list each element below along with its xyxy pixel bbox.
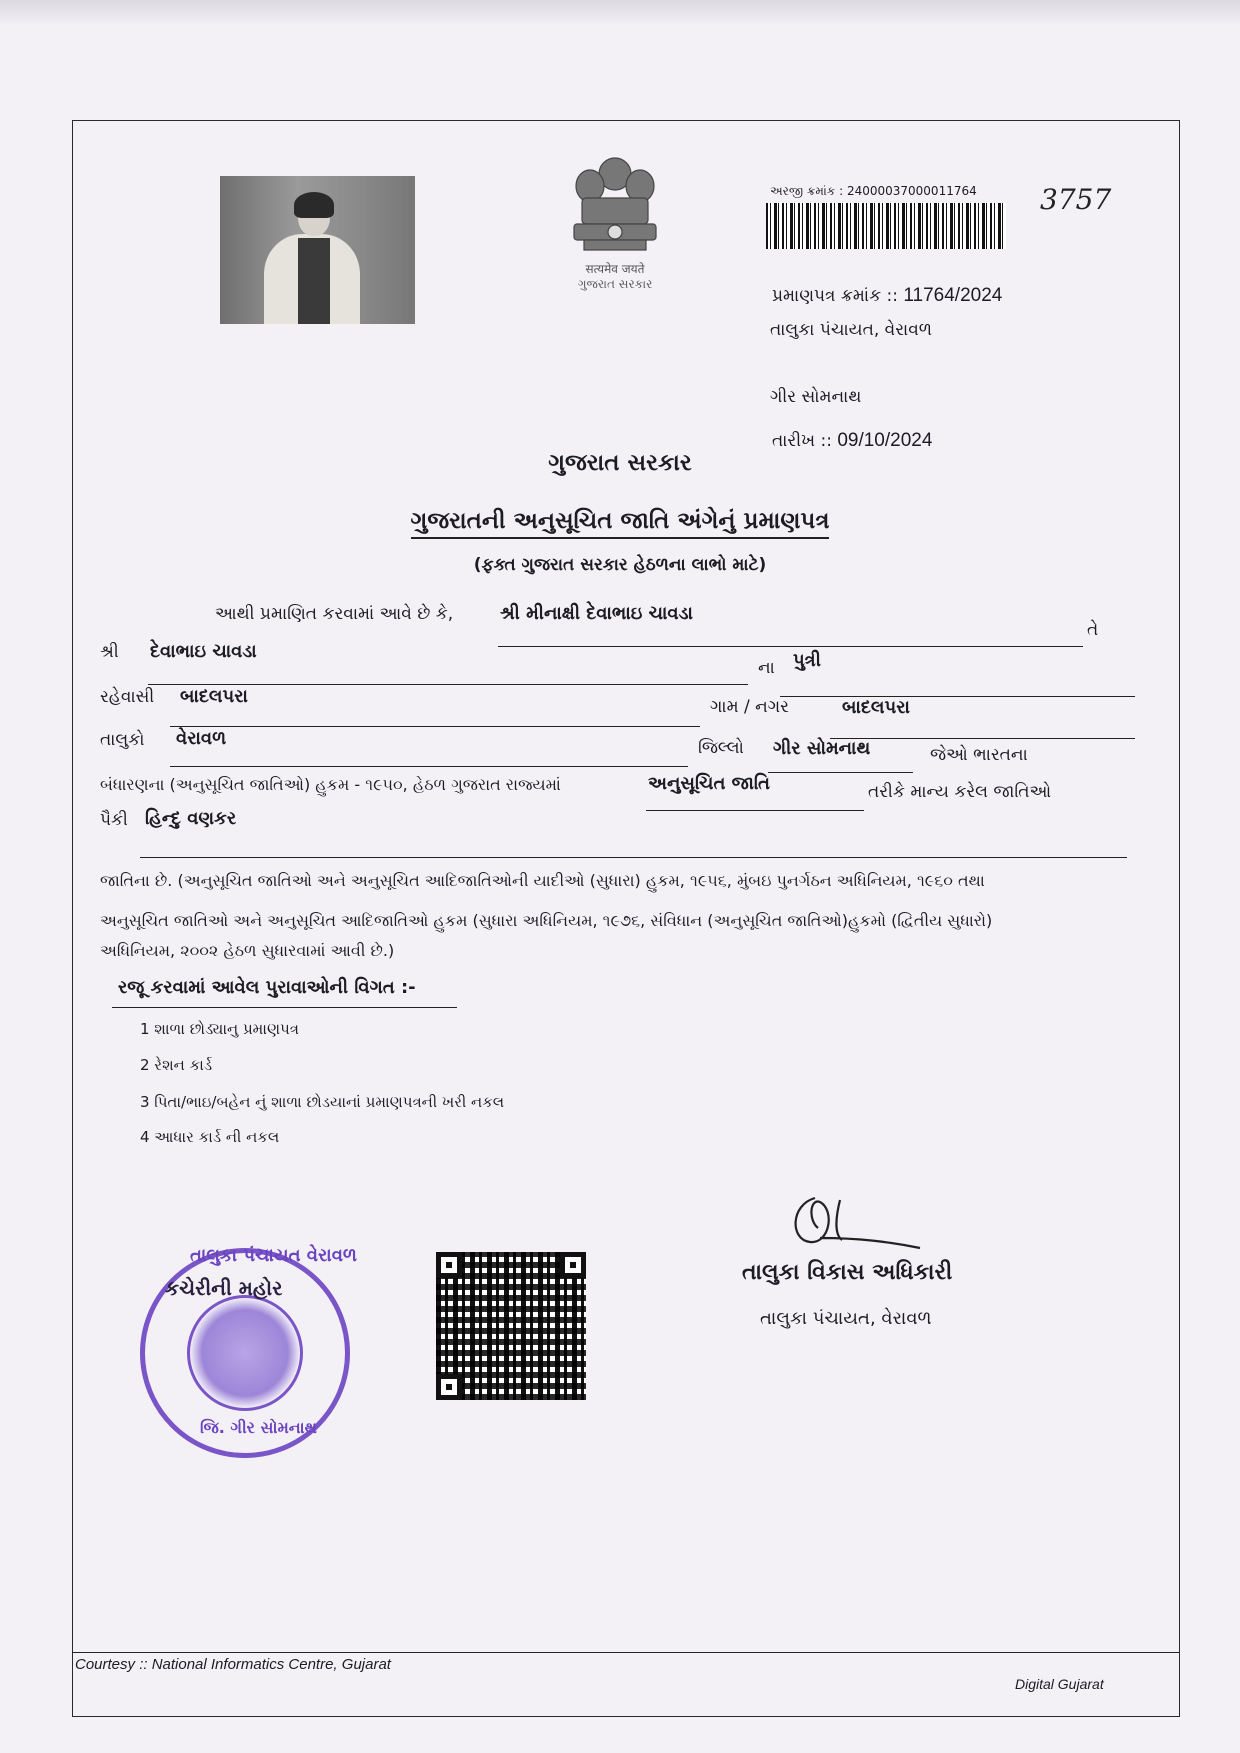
issuing-district: ગીર સોમનાથ: [770, 387, 862, 407]
holder-name: શ્રી મીનાક્ષી દેવાભાઇ ચાવડા: [500, 603, 693, 624]
footer-courtesy: Courtesy :: National Informatics Centre, Gujarat: [75, 1656, 391, 1673]
taluka-label: તાલુકો: [100, 730, 145, 750]
resident-label: રહેવાસી: [100, 687, 155, 707]
footer-divider: [72, 1652, 1179, 1653]
seal-top-text: તાલુકા પંચાયત વેરાવળ: [190, 1245, 357, 1266]
certificate-date: [772, 430, 932, 452]
cert-number-value: 11764/2024: [903, 285, 1003, 306]
recognized-text: તરીકે માન્ય કરેલ જાતિઓ: [868, 782, 1052, 802]
intro-text: આથી પ્રમાણિત કરવામાં આવે છે કે,: [215, 604, 454, 624]
legal-para-1: જાતિના છે. (અનુસૂચિત જાતિઓ અને અનુસૂચિત આદિજાતિઓની યાદીઓ (સુધારા) હુકમ, ૧૯૫૬, મુંબઇ પુનર્ગઠન અધિનિયમ, ૧૯૬૦ તથા: [100, 871, 985, 890]
scan-edge: [0, 0, 1240, 26]
father-line: [148, 684, 748, 685]
legal-para-2: અનુસૂચિત જાતિઓ અને અનુસૂચિત આદિજાતિઓ હુકમ (સુધારા અધિનિયમ, ૧૯૭૬, સંવિધાન (અનુસૂચિત જાતિઓ)હુકમો (દ્વિતીય સુધારો): [100, 911, 993, 930]
officer-signature: [780, 1180, 940, 1260]
category-value: અનુસૂચિત જાતિ: [648, 773, 770, 794]
signatory-title: તાલુકા વિકાસ અધિકારી: [742, 1260, 953, 1285]
caste-value: હિન્દુ વણકર: [145, 808, 237, 829]
signatory-office: તાલુકા પંચાયત, વેરાવળ: [760, 1308, 932, 1329]
emblem-motto: सत्यमेव जयते: [585, 262, 645, 276]
among-label: પૈકી: [100, 810, 128, 830]
category-line: [646, 810, 864, 811]
order-text: બંધારણના (અનુસૂચિત જાતિઓ) હુકમ - ૧૯૫૦, હેઠળ ગુજરાત રાજ્યમાં: [100, 775, 561, 794]
application-value: 24000037000011764: [846, 184, 977, 198]
qr-code: [436, 1252, 586, 1400]
application-number: [770, 184, 977, 199]
seal-office-text: કચેરીની મહોર: [165, 1276, 283, 1300]
father-name: દેવાભાઇ ચાવડા: [150, 641, 257, 662]
emblem-govt: ગુજરાત સરકાર: [577, 277, 653, 291]
india-text: જેઓ ભારતના: [930, 745, 1028, 765]
taluka-value: વેરાવળ: [176, 728, 227, 749]
issuing-office: તાલુકા પંચાયત, વેરાવળ: [770, 320, 933, 340]
qr-finder: [436, 1374, 462, 1400]
evidence-item: 4 આધાર કાર્ડ ની નકલ: [140, 1128, 280, 1146]
legal-para-3: અધિનિયમ, ૨૦૦૨ હેઠળ સુધારવામાં આવી છે.): [100, 941, 395, 960]
applicant-photo: [220, 176, 415, 324]
certificate-title: ગુજરાતની અનુસૂચિત જાતિ અંગેનું પ્રમાણપત્ર: [0, 508, 1240, 534]
barcode: [766, 203, 1006, 249]
district-label: જિલ્લો: [698, 738, 744, 758]
cert-number-label: પ્રમાણપત્ર ક્રમાંક ::: [772, 286, 898, 306]
relation: પુત્રી: [793, 650, 821, 671]
resident-value: બાદલપરા: [180, 686, 248, 707]
district-value: ગીર સોમનાથ: [773, 738, 871, 759]
certificate-subtitle: (ફક્ત ગુજરાત સરકાર હેઠળના લાભો માટે): [473, 555, 767, 575]
relation-line: [780, 696, 1135, 697]
seal-bottom-text: જિ. ગીર સોમનાથ: [200, 1418, 317, 1437]
handwritten-number: 3757: [1040, 183, 1112, 216]
application-label: અરજી ક્રમાંક :: [770, 184, 844, 198]
date-value: 09/10/2024: [837, 430, 933, 451]
footer-brand: Digital Gujarat: [1015, 1676, 1104, 1692]
village-line: [830, 738, 1135, 739]
name-line: [498, 646, 1083, 647]
evidence-heading: રજૂ કરવામાં આવેલ પુરાવાઓની વિગત :-: [118, 977, 416, 998]
qr-finder: [436, 1252, 462, 1278]
date-label: તારીખ ::: [772, 431, 832, 451]
govt-heading: ગુજરાત સરકાર: [548, 450, 692, 476]
na-text: ના: [758, 658, 775, 678]
evidence-item: 2 રેશન કાર્ડ: [140, 1056, 213, 1074]
certificate-number: [772, 285, 1002, 307]
ashoka-emblem-icon: [560, 150, 670, 260]
evidence-item: 3 પિતા/ભાઇ/બહેન નું શાળા છોડયાનાં પ્રમાણપત્રની ખરી નકલ: [140, 1093, 505, 1111]
emblem-caption: [545, 262, 685, 292]
te-text: તે: [1087, 620, 1099, 640]
evidence-item: 1 શાળા છોડ્યાનુ પ્રમાણપત્ર: [140, 1020, 299, 1038]
seal-emblem: [187, 1295, 303, 1411]
caste-line: [140, 857, 1127, 858]
taluka-line: [170, 766, 688, 767]
district-line: [768, 772, 913, 773]
shri-label: શ્રી: [100, 642, 119, 662]
evidence-underline: [112, 1007, 457, 1008]
resident-line: [170, 726, 700, 727]
qr-finder: [560, 1252, 586, 1278]
village-value: બાદલપરા: [842, 697, 910, 718]
village-label: ગામ / નગર: [710, 697, 789, 717]
